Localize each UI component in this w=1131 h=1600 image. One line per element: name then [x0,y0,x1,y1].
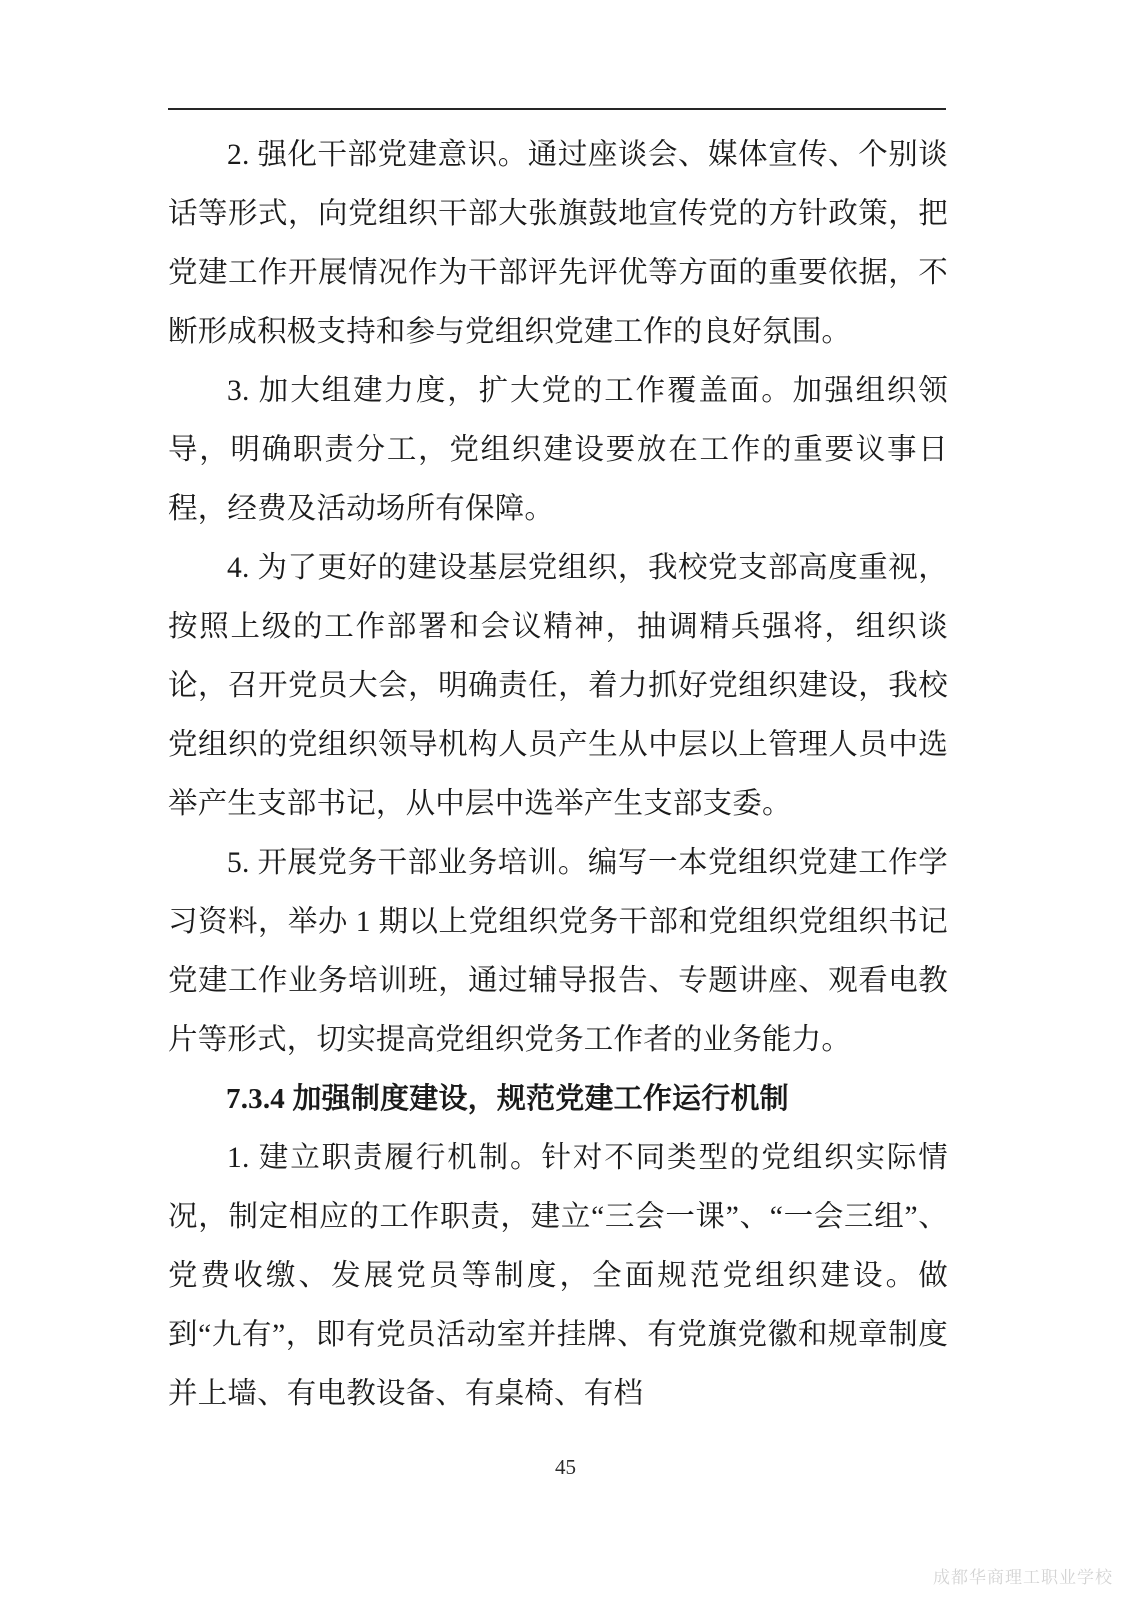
header-rule-divider [168,108,946,110]
document-body [168,126,948,1424]
watermark-text: 成都华商理工职业学校 [933,1568,1113,1588]
paragraph-item-3: 3. 加大组建力度，扩大党的工作覆盖面。加强组织领导，明确职责分工，党组织建设要放在工作的重要议事日程，经费及活动场所有保障。 [168,375,948,525]
paragraph-item-5: 5. 开展党务干部业务培训。编写一本党组织党建工作学习资料，举办 1 期以上党组织党务干部和党组织党组织书记党建工作业务培训班，通过辅导报告、专题讲座、观看电教片等形式，切实提高党组织党务工作者的业务能力。 [168,847,948,1056]
paragraph-item-2: 2. 强化干部党建意识。通过座谈会、媒体宣传、个别谈话等形式，向党组织干部大张旗鼓地宣传党的方针政策，把党建工作开展情况作为干部评先评优等方面的重要依据，不断形成积极支持和参与党组织党建工作的良好氛围。 [168,139,948,348]
paragraph-item-1: 1. 建立职责履行机制。针对不同类型的党组织实际情况，制定相应的工作职责，建立“三会一课”、“一会三组”、党费收缴、发展党员等制度，全面规范党组织建设。做到“九有”，即有党员活动室并挂牌、有党旗党徽和规章制度并上墙、有电教设备、有桌椅、有档 [168,1142,948,1410]
page-number: 45 [555,1455,576,1479]
paragraph-item-4: 4. 为了更好的建设基层党组织，我校党支部高度重视，按照上级的工作部署和会议精神，抽调精兵强将，组织谈论，召开党员大会，明确责任，着力抓好党组织建设，我校党组织的党组织领导机构人员产生从中层以上管理人员中选举产生支部书记，从中层中选举产生支部支委。 [168,552,948,820]
section-heading-7-3-4: 7.3.4 加强制度建设，规范党建工作运行机制 [226,1083,789,1115]
